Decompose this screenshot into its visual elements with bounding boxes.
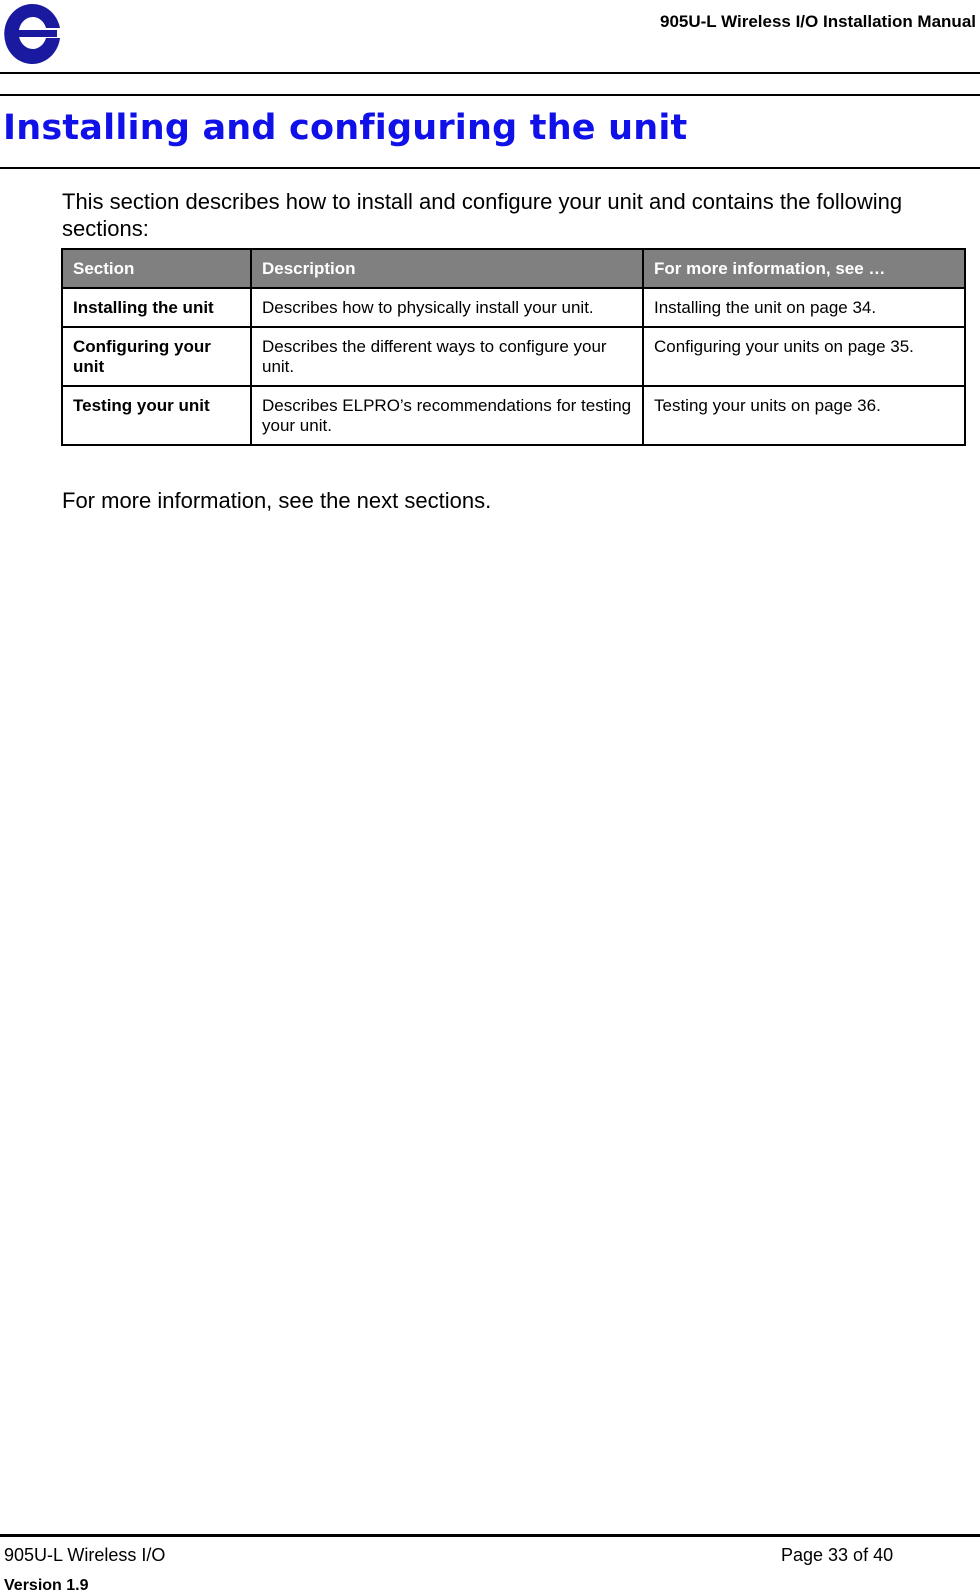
heading-bottom-divider	[0, 167, 980, 169]
intro-paragraph: This section describes how to install and configure your unit and contains the following sections:	[62, 189, 903, 241]
closing-paragraph: For more information, see the next sections.	[62, 488, 492, 513]
header-divider	[0, 72, 980, 74]
table-cell-section: Installing the unit	[62, 288, 251, 327]
table-cell-reference: Configuring your units on page 35.	[643, 327, 965, 386]
section-heading: Installing and configuring the unit	[3, 108, 688, 148]
table-cell-description: Describes ELPRO’s recommendations for testing your unit.	[251, 386, 643, 445]
table-cell-description: Describes the different ways to configure your unit.	[251, 327, 643, 386]
table-row	[62, 386, 965, 445]
elpro-logo-icon	[2, 2, 62, 66]
footer-page-number: Page 33 of 40	[781, 1545, 894, 1565]
column-header-section: Section	[62, 249, 251, 288]
heading-top-divider	[0, 94, 980, 96]
table-cell-description: Describes how to physically install your unit.	[251, 288, 643, 327]
footer-product-name: 905U-L Wireless I/O	[4, 1545, 166, 1565]
column-header-description: Description	[251, 249, 643, 288]
table-row	[62, 288, 965, 327]
sections-table	[61, 248, 966, 446]
column-header-more-info: For more information, see …	[643, 249, 965, 288]
table-cell-section: Configuring your unit	[62, 327, 251, 386]
table-cell-reference: Installing the unit on page 34.	[643, 288, 965, 327]
table-row	[62, 327, 965, 386]
manual-title: 905U-L Wireless I/O Installation Manual	[659, 12, 976, 31]
table-header-row	[62, 249, 965, 288]
table-cell-section: Testing your unit	[62, 386, 251, 445]
footer-divider	[0, 1534, 980, 1537]
table-cell-reference: Testing your units on page 36.	[643, 386, 965, 445]
footer-version: Version 1.9	[4, 1577, 89, 1594]
